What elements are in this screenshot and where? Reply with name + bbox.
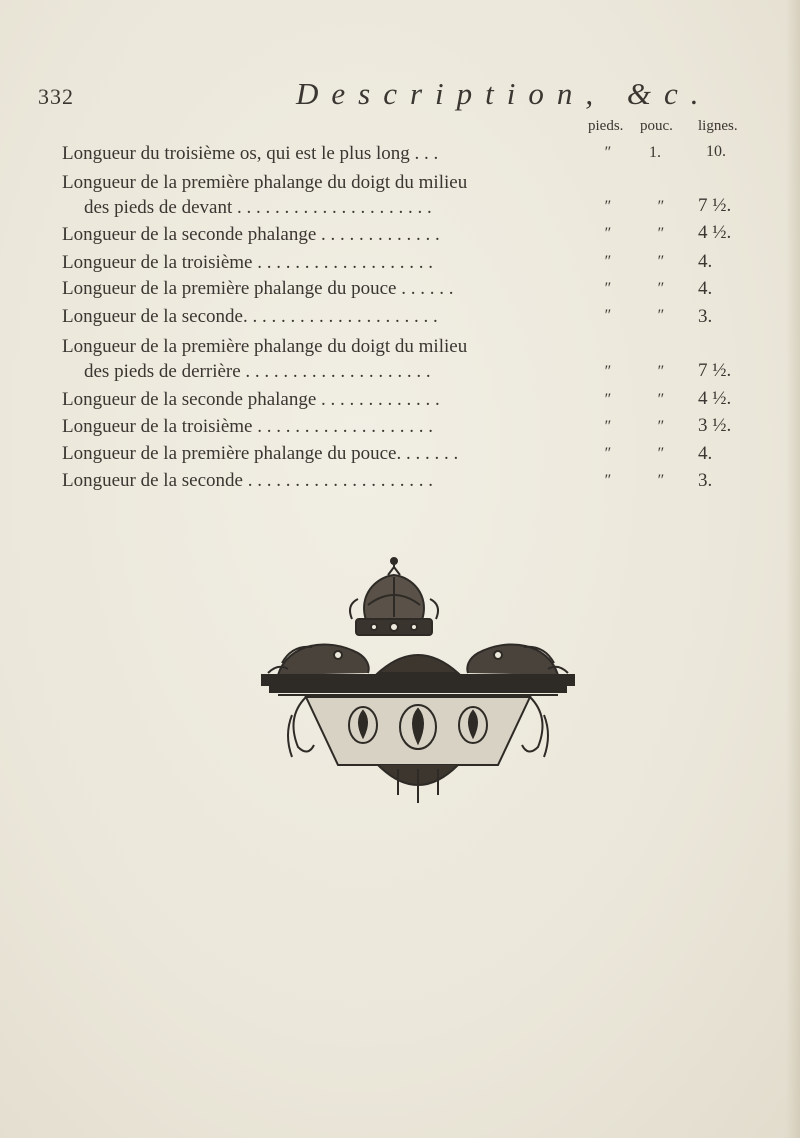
- measurement-row: [62, 306, 582, 328]
- row-label: Longueur de la première phalange du doigt du milieu: [62, 336, 468, 357]
- value-pieds: ″: [603, 198, 611, 215]
- value-pieds: ″: [603, 445, 611, 462]
- value-pouc: ″: [656, 445, 664, 462]
- row-label: Longueur de la première phalange du doigt du milieu: [62, 172, 468, 193]
- measurement-row: [62, 143, 582, 165]
- value-pouc: ″: [656, 253, 664, 270]
- row-label: des pieds de devant . . . . . . . . . . . . . . . . . . . . .: [84, 197, 432, 218]
- row-label: Longueur de la seconde. . . . . . . . . . . . . . . . . . . . .: [62, 306, 438, 327]
- column-header-pouc: pouc.: [640, 118, 673, 134]
- running-title: Description, &c.: [296, 76, 712, 111]
- value-lignes: 10.: [706, 143, 726, 160]
- row-label: Longueur de la troisième . . . . . . . . . . . . . . . . . . .: [62, 416, 433, 437]
- page-header: [38, 76, 712, 116]
- page-number: 332: [38, 84, 74, 109]
- value-lignes: 3.: [698, 306, 713, 327]
- crown-dolphin-ornament: [248, 555, 588, 815]
- value-pouc: ″: [656, 418, 664, 435]
- value-pouc: ″: [656, 472, 664, 489]
- row-label: Longueur de la seconde phalange . . . . . . . . . . . . .: [62, 224, 440, 245]
- measurement-row: [62, 443, 582, 465]
- row-label: des pieds de derrière . . . . . . . . . . . . . . . . . . . .: [84, 361, 431, 382]
- value-pieds: ″: [603, 391, 611, 408]
- value-pieds: ″: [603, 225, 611, 242]
- value-lignes: 7 ½.: [698, 195, 732, 216]
- value-lignes: 7 ½.: [698, 360, 732, 381]
- column-header-lignes: lignes.: [698, 118, 738, 134]
- value-pieds: ″: [603, 307, 611, 324]
- value-pieds: ″: [603, 253, 611, 270]
- value-lignes: 4 ½.: [698, 388, 732, 409]
- value-pieds: ″: [603, 144, 611, 161]
- measurement-row: [62, 336, 582, 358]
- measurement-row: [62, 278, 582, 300]
- value-lignes: 4.: [698, 443, 713, 464]
- value-pouc: ″: [656, 391, 664, 408]
- row-label: Longueur de la première phalange du pouce. . . . . . .: [62, 443, 459, 464]
- measurement-row: [62, 389, 582, 411]
- measurement-row: [62, 224, 582, 246]
- value-pieds: ″: [603, 418, 611, 435]
- value-pouc: ″: [656, 363, 664, 380]
- value-lignes: 4 ½.: [698, 222, 732, 243]
- value-lignes: 3.: [698, 470, 713, 491]
- measurement-row: [62, 197, 604, 219]
- value-pieds: ″: [603, 363, 611, 380]
- row-label: Longueur du troisième os, qui est le plus long . . .: [62, 143, 439, 164]
- page-edge-shadow: [786, 0, 800, 1138]
- value-pouc: ″: [656, 225, 664, 242]
- measurement-row: [62, 470, 582, 492]
- measurement-row: [62, 252, 582, 274]
- measurement-row: [62, 361, 604, 383]
- measurement-row: [62, 416, 582, 438]
- crown-icon: [350, 558, 438, 635]
- value-pouc: ″: [656, 307, 664, 324]
- value-pieds: ″: [603, 280, 611, 297]
- row-label: Longueur de la seconde . . . . . . . . . . . . . . . . . . . .: [62, 470, 433, 491]
- dolphin-left-icon: [268, 644, 369, 675]
- value-pieds: ″: [603, 472, 611, 489]
- value-lignes: 4.: [698, 251, 713, 272]
- value-lignes: 3 ½.: [698, 415, 732, 436]
- row-label: Longueur de la seconde phalange . . . . . . . . . . . . .: [62, 389, 440, 410]
- row-label: Longueur de la première phalange du pouce . . . . . .: [62, 278, 454, 299]
- column-header-pieds: pieds.: [588, 118, 624, 134]
- value-pouc: ″: [656, 280, 664, 297]
- value-pouc: 1.: [649, 144, 661, 161]
- dolphin-right-icon: [467, 644, 568, 675]
- row-label: Longueur de la troisième . . . . . . . . . . . . . . . . . . .: [62, 252, 433, 273]
- value-lignes: 4.: [698, 278, 713, 299]
- measurement-row: [62, 172, 582, 194]
- value-pouc: ″: [656, 198, 664, 215]
